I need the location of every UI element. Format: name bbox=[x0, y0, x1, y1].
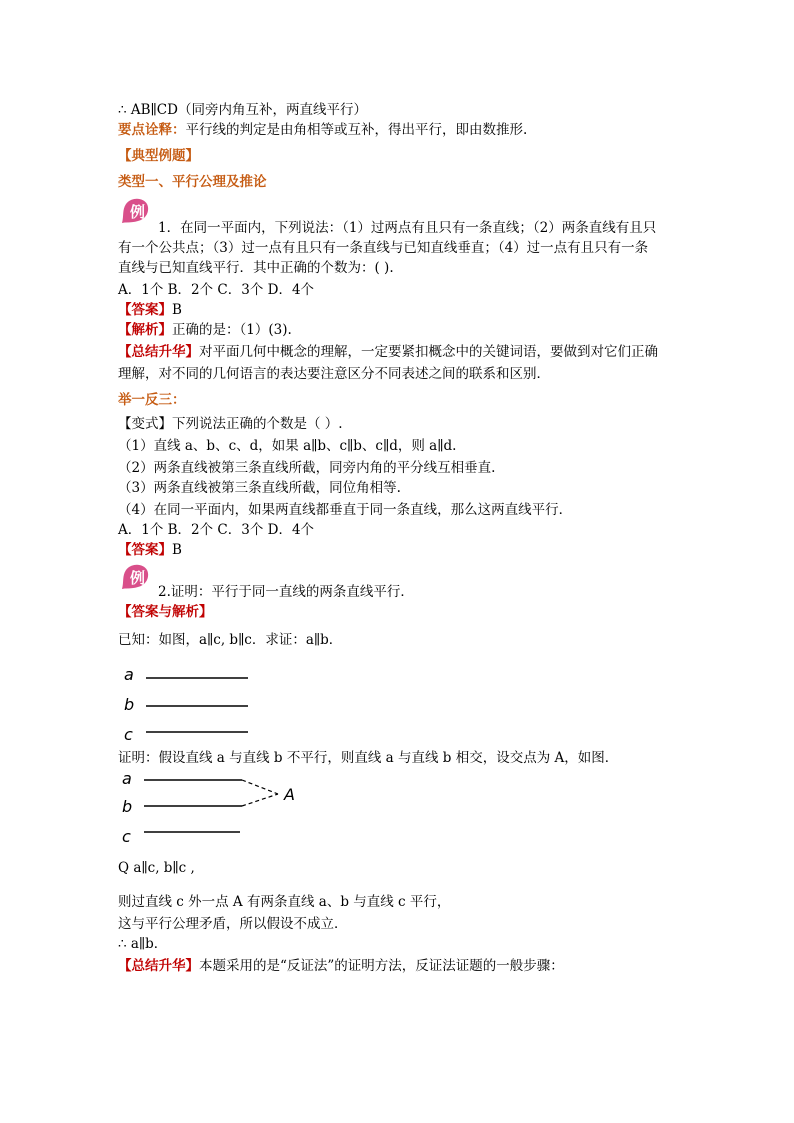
answer-analysis-heading: 【答案与解析】 bbox=[118, 604, 213, 620]
question-2-line: 2.证明：平行于同一直线的两条直线平行． bbox=[158, 584, 414, 600]
figure1-label-c: c bbox=[124, 725, 133, 744]
answer-line bbox=[118, 540, 182, 560]
figure1-label-b: b bbox=[124, 695, 135, 714]
example-badge-label: 例 bbox=[130, 203, 146, 221]
figure2-label-b: b bbox=[122, 797, 133, 816]
proof-line: Q a∥c, b∥c , bbox=[118, 860, 195, 876]
answer-text: B bbox=[172, 302, 182, 318]
answer-label: 【答案】 bbox=[118, 302, 172, 318]
figure2-label-point: A bbox=[284, 785, 295, 804]
figure2-dash-b bbox=[242, 794, 278, 806]
analysis-line bbox=[118, 320, 292, 340]
proof-line: 则过直线 c 外一点 A 有两条直线 a、b 与直线 c 平行， bbox=[118, 894, 451, 910]
figure1-label-a: a bbox=[124, 665, 134, 684]
key-point-line bbox=[118, 120, 527, 140]
figure-parallel-lines bbox=[118, 662, 258, 744]
section-heading: 【典型例题】 bbox=[118, 148, 199, 164]
practice-heading: 举一反三： bbox=[118, 392, 186, 408]
variant-item: （4）在同一平面内，如果两直线都垂直于同一条直线，那么这两直线平行． bbox=[118, 502, 573, 518]
answer-label: 【答案】 bbox=[118, 542, 172, 558]
analysis-text: 正确的是：（1）(3). bbox=[172, 322, 292, 338]
figure2-dash-a bbox=[242, 780, 278, 794]
variant-item: （2）两条直线被第三条直线所截，同旁内角的平分线互相垂直. bbox=[118, 460, 496, 476]
summary-line bbox=[118, 956, 564, 976]
example-badge-icon bbox=[118, 196, 150, 224]
question-1-line: 有一个公共点；（3）过一点有且只有一条直线与已知直线垂直；（4）过一点有且只有一条 bbox=[118, 240, 649, 256]
variant-item: （1）直线 a、b、c、d，如果 a∥b、c∥b、c∥d，则 a∥d. bbox=[118, 438, 457, 454]
figure2-label-c: c bbox=[122, 827, 131, 846]
answer-text: B bbox=[172, 542, 182, 558]
given-line: 已知：如图，a∥c, b∥c．求证：a∥b． bbox=[118, 632, 343, 648]
proof-line: 证明：假设直线 a 与直线 b 不平行，则直线 a 与直线 b 相交，设交点为 A，如图． bbox=[118, 750, 619, 766]
example-badge-icon bbox=[118, 562, 150, 590]
figure2-label-a: a bbox=[122, 769, 132, 788]
answer-line bbox=[118, 300, 182, 320]
summary-label: 【总结升华】 bbox=[118, 344, 199, 360]
summary-text: 对平面几何中概念的理解，一定要紧扣概念中的关键词语，要做到对它们正确 bbox=[199, 344, 658, 360]
options-line: A．1个 B．2个 C．3个 D．4个 bbox=[118, 282, 315, 298]
summary-text: 本题采用的是“反证法”的证明方法，反证法证题的一般步骤： bbox=[199, 958, 564, 974]
text-line: ∴ AB∥CD（同旁内角互补，两直线平行） bbox=[118, 102, 367, 118]
variant-item: （3）两条直线被第三条直线所截，同位角相等. bbox=[118, 480, 401, 496]
analysis-label: 【解析】 bbox=[118, 322, 172, 338]
key-point-text: 平行线的判定是由角相等或互补，得出平行，即由数推形. bbox=[185, 122, 528, 138]
summary-line: 理解，对不同的几何语言的表达要注意区分不同表述之间的联系和区别． bbox=[118, 366, 550, 382]
conclusion-line: ∴ a∥b． bbox=[118, 936, 168, 952]
variant-line: 【变式】下列说法正确的个数是（ ）. bbox=[118, 416, 343, 432]
figure-intersecting-lines bbox=[118, 768, 308, 848]
key-point-label: 要点诠释： bbox=[118, 122, 186, 138]
proof-line: 这与平行公理矛盾，所以假设不成立． bbox=[118, 916, 348, 932]
example-badge-label: 例 bbox=[130, 569, 146, 587]
summary-label: 【总结升华】 bbox=[118, 958, 199, 974]
options-line: A．1个 B．2个 C．3个 D．4个 bbox=[118, 522, 315, 538]
type-heading: 类型一、平行公理及推论 bbox=[118, 174, 267, 190]
summary-line bbox=[118, 342, 658, 362]
question-1-line: 1．在同一平面内，下列说法：（1）过两点有且只有一条直线；（2）两条直线有且只 bbox=[158, 220, 657, 236]
question-1-line: 直线与已知直线平行．其中正确的个数为：( ). bbox=[118, 260, 394, 276]
